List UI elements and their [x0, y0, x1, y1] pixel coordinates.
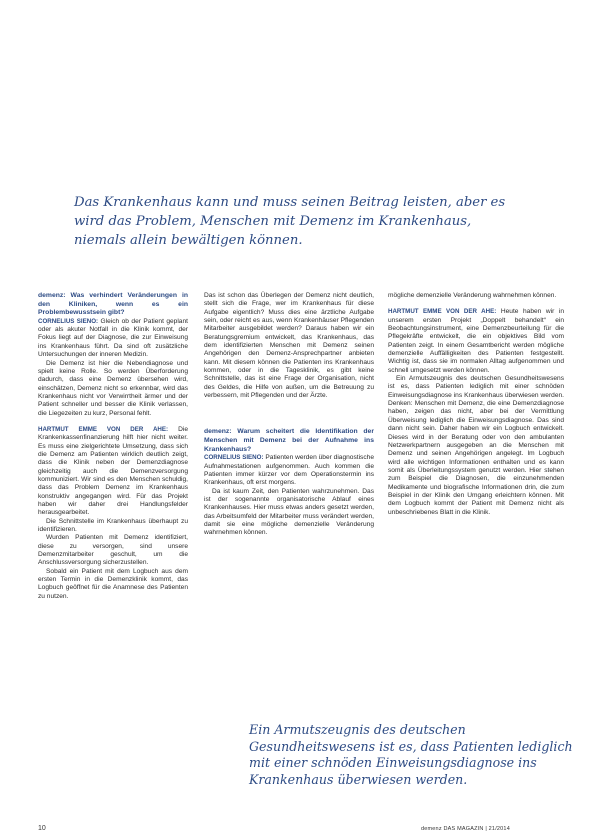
text-column-2 — [204, 292, 374, 538]
speaker-name: CORNELIUS SIENO: — [204, 454, 264, 462]
page-number: 10 — [38, 825, 46, 832]
answer-paragraph: Sobald ein Patient mit dem Logbuch aus dem ersten Termin in die Demenzklinik kommt, das Logbuch geöffnet für die Anamnese des Patienten zu nutzen. — [38, 567, 188, 600]
answer-text: Heute haben wir in unserem ersten Projekt „Doppelt behandelt“ ein Beobachtungsinstrument, eine Demenzbeurteilung für die Pflegekräfte entwickelt, die ein objektives Bild vom Patienten zeigt. In einem Gesamtbericht werden mögliche demenzielle Auffälligkeiten des Patienten festgestellt. Wichtig ist, dass sie im normalen Alltag aufgenommen und schnell umgesetzt werden können. — [388, 308, 564, 374]
speaker-name: HARTMUT EMME VON DER AHE: — [388, 308, 497, 316]
answer-paragraph: Da ist kaum Zeit, den Patienten wahrzunehmen. Das ist der sogenannte organisatorische Ablauf eines Krankenhauses. Hier muss etwas anders gesetzt werden, das Arbeitsumfeld der Mitarbeiter muss verändert werden, damit sie eine mögliche demenzielle Veränderung wahrnehmen können. — [204, 487, 374, 537]
text-column-1 — [38, 292, 188, 601]
answer-paragraph: Das ist schon das Überlegen der Demenz nicht deutlich, stellt sich die Frage, wer im Krankenhaus für diese Aufgabe eigentlich? Muss dies eine ärztliche Aufgabe sein, oder reicht es aus, wenn Krankenhäuser Pflegenden Mitarbeiter ausgebildet werden? Daraus haben wir ein Beratungsgremium entwickelt, das Krankenhaus, das dem identifizierten Menschen mit Demenz seinen Angehörigen den Demenz-Ansprechpartner anbieten kann. Mit diesem können die Patienten ins Krankenhaus kommen, oder in die Tagesklinik, es gibt keine Schnittstelle, das ist eine Frage der Organisation, nicht des Geldes, die Hilfe von außen, um die Betreuung zu verbessern, mit Pflegenden und der Ärzte. — [204, 292, 374, 400]
answer-text: Die Krankenkassenfinanzierung hilft hier nicht weiter. Es muss eine zielgerichtete Umsetzung, dass sich die Demenz am Patienten wirklich deutlich zeigt, dass die Klinik neben der Demenzdiagnose gleichzeitig auch die Demenzversorgung kommuniziert. Wir sind es den Menschen schuldig, dass das Problem Demenz im Krankenhaus konstruktiv angegangen wird. Für das Projekt haben wir daher drei Handlungsfelder herausgearbeitet. — [38, 425, 188, 517]
answer-paragraph: Wurden Patienten mit Demenz identifiziert, diese zu versorgen, sind unsere Demenzmitarbeiter geschult, um die Anschlussversorgung sicherzustellen. — [38, 534, 188, 567]
text-column-3 — [388, 292, 564, 517]
answer-paragraph: Die Schnittstelle im Krankenhaus überhaupt zu identifizieren. — [38, 517, 188, 534]
interview-question: demenz: Warum scheitert die Identifikation der Menschen mit Demenz bei der Aufnahme ins Krankenhaus? — [204, 428, 374, 453]
answer-paragraph — [204, 454, 374, 487]
speaker-name: HARTMUT EMME VON DER AHE: — [38, 425, 169, 433]
answer-text: Patienten werden über diagnostische Aufnahmestationen aufgenommen. Auch kommen die Patienten immer kürzer vor dem Operationstermin ins Krankenhaus, oft erst morgens. — [204, 454, 374, 487]
answer-paragraph: Die Demenz ist hier die Nebendiagnose und spielt keine Rolle. So werden Überforderung dadurch, dass eine Demenz übersehen wird, einschätzen, Demenz nicht so erkennbar, wird das Krankenhaus nicht vor Verwirrtheit ärmer und der Patient schneller und besser die Klinik verlassen, die Liegezeiten zu kurz, Personal fehlt. — [38, 359, 188, 417]
pull-quote-top: Das Krankenhaus kann und muss seinen Beitrag leisten, aber es wird das Problem, Menschen mit Demenz im Krankenhaus, niemals allein bewältigen können. — [74, 195, 506, 248]
answer-paragraph: mögliche demenzielle Veränderung wahrnehmen können. — [388, 292, 557, 299]
answer-paragraph — [38, 318, 188, 360]
answer-text: Gleich ob der Patient geplant oder als akuter Notfall in die Klinik kommt, der Fokus liegt auf der Diagnose, die zur Einweisung ins Krankenhaus führt. Da sind oft zusätzliche Untersuchungen der inneren Medizin. — [38, 317, 188, 359]
interview-question: demenz: Was verhindert Veränderungen in den Kliniken, wenn es ein Problembewusstsein gibt? — [38, 292, 188, 317]
pull-quote-bottom: Ein Armutszeugnis des deutschen Gesundheitswesens ist es, dass Patienten lediglich mit einer schnöden Einweisungsdiagnose ins Krankenhaus überwiesen werden. — [249, 722, 573, 787]
answer-paragraph: Ein Armutszeugnis des deutschen Gesundheitswesens ist es, dass Patienten lediglich mit einer schnöden Einweisungsdiagnose ins Krankenhaus überwiesen werden. Denken: Menschen mit Demenz, die eine Demenzdiagnose haben, zeigen das nicht, aber bei der Vermittlung Überweisung lediglich die Einweisungsdiagnose. Das sind dann nicht sein. Daher haben wir ein Logbuch entwickelt. Dieses wird in der Beratung oder von den ambulanten Netzwerkpartnern ausgegeben an die Menschen mit Demenz und seinen Angehörigen angelegt. Im Logbuch wird alle wichtigen Informationen enthalten und es kann somit als Überleitungssystem genutzt werden. Hier stehen zum Beispiel die Diagnosen, die einzunehmenden Medikamente und biografische Informationen drin, die zum Beispiel in der Klinik den Umgang erleichtern können. Mit dem Logbuch kommt der Patient mit Demenz nicht als unbeschriebenes Blatt in die Klinik. — [388, 375, 564, 516]
publication-footer: demenz DAS MAGAZIN | 21/2014 — [421, 826, 510, 832]
answer-paragraph — [38, 426, 188, 518]
speaker-name: CORNELIUS SIENO: — [38, 317, 99, 325]
answer-paragraph — [388, 308, 564, 375]
